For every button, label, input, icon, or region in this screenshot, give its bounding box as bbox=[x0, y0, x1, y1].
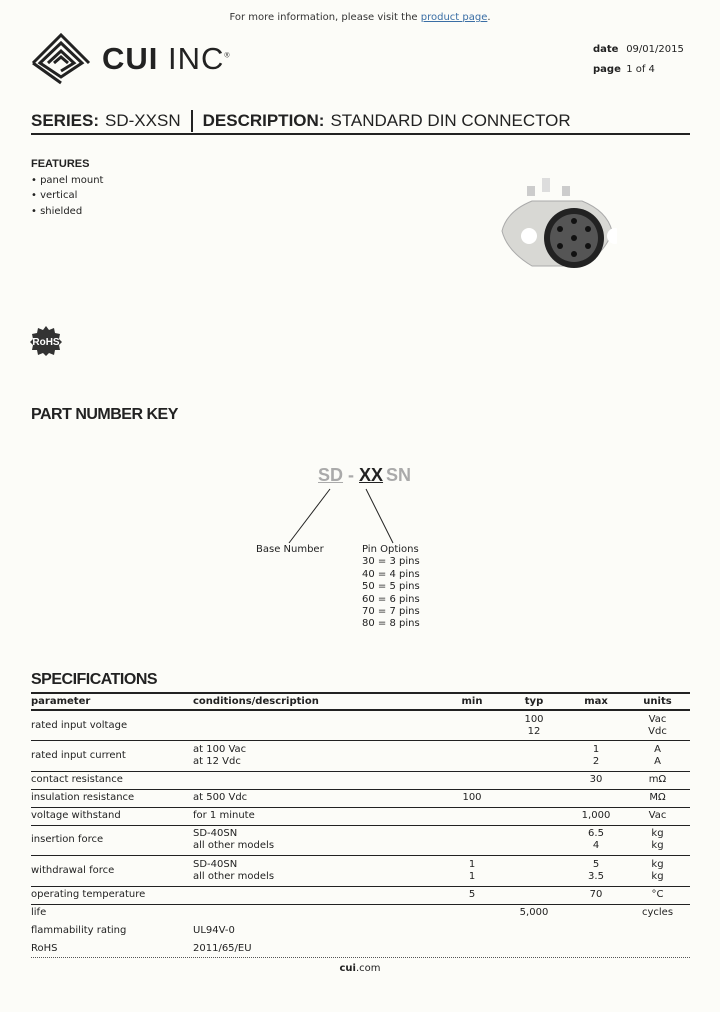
table-row bbox=[31, 904, 690, 922]
cell-min bbox=[443, 771, 501, 789]
feature-item: • vertical bbox=[31, 190, 78, 201]
table-row bbox=[31, 789, 690, 807]
cell-typ bbox=[501, 789, 567, 807]
footer bbox=[0, 963, 720, 974]
cell-typ bbox=[501, 940, 567, 958]
table-row bbox=[31, 741, 690, 772]
cell-conditions: 2011/65/EU bbox=[193, 943, 252, 954]
cell-max bbox=[567, 922, 625, 940]
description-value: STANDARD DIN CONNECTOR bbox=[330, 111, 571, 130]
table-row bbox=[31, 807, 690, 825]
cell-min: 100 bbox=[443, 789, 501, 807]
cell-parameter: operating temperature bbox=[31, 886, 193, 904]
table-row bbox=[31, 922, 690, 940]
cell-parameter: rated input current bbox=[31, 741, 193, 772]
cell-typ bbox=[501, 886, 567, 904]
cell-units: mΩ bbox=[625, 771, 690, 789]
cui-logo bbox=[30, 33, 231, 85]
cell-min: 1 1 bbox=[443, 856, 501, 887]
page-value: 1 of 4 bbox=[626, 64, 655, 75]
cell-units bbox=[625, 922, 690, 940]
cell-parameter: voltage withstand bbox=[31, 807, 193, 825]
cell-units: cycles bbox=[641, 907, 674, 919]
header-units: units bbox=[625, 693, 690, 710]
cell-units bbox=[625, 940, 690, 958]
date-value: 09/01/2015 bbox=[626, 44, 684, 55]
feature-item: • panel mount bbox=[31, 174, 104, 186]
product-page-link[interactable]: product page bbox=[420, 12, 488, 23]
header-parameter: parameter bbox=[31, 693, 193, 710]
specifications-table bbox=[31, 692, 690, 958]
cell-typ bbox=[501, 807, 567, 825]
pin-option: 80 = 8 pins bbox=[362, 618, 420, 630]
header-max: max bbox=[567, 693, 625, 710]
cell-max bbox=[567, 940, 625, 958]
cell-conditions: for 1 minute bbox=[193, 807, 443, 825]
cell-max bbox=[567, 904, 625, 922]
cell-min bbox=[443, 710, 501, 741]
pin-option: 60 = 6 pins bbox=[362, 593, 420, 605]
note-end: . bbox=[487, 12, 491, 23]
cell-parameter: insertion force bbox=[31, 825, 193, 856]
page-row bbox=[593, 64, 655, 75]
cell-typ bbox=[501, 856, 567, 887]
page-label: page bbox=[593, 64, 621, 75]
cell-min bbox=[443, 825, 501, 856]
cell-typ bbox=[501, 922, 567, 940]
part-number bbox=[318, 465, 411, 486]
cell-min bbox=[443, 904, 501, 922]
cell-conditions: at 100 Vac at 12 Vdc bbox=[193, 741, 443, 772]
series-label: SERIES: bbox=[31, 111, 100, 130]
part-number-key-heading: PART NUMBER KEY bbox=[31, 406, 178, 423]
cell-typ bbox=[501, 741, 567, 772]
cell-conditions bbox=[193, 904, 443, 922]
top-note bbox=[0, 12, 720, 23]
pin-option: 30 = 3 pins bbox=[362, 556, 420, 568]
note-text: For more information, please visit the bbox=[229, 12, 421, 23]
cell-parameter: life bbox=[31, 907, 47, 919]
table-row bbox=[31, 856, 690, 887]
base-number-label: Base Number bbox=[256, 544, 324, 555]
cell-max: 1 2 bbox=[567, 741, 625, 772]
cell-parameter: RoHS bbox=[31, 943, 58, 954]
pin-options bbox=[362, 544, 420, 631]
product-image bbox=[497, 176, 617, 276]
cell-units: Vac bbox=[625, 807, 690, 825]
table-row bbox=[31, 886, 690, 904]
table-row bbox=[31, 771, 690, 789]
cell-min bbox=[443, 741, 501, 772]
features-heading: FEATURES bbox=[31, 158, 90, 170]
cell-conditions bbox=[193, 710, 443, 741]
pn-suffix: SN bbox=[386, 465, 412, 485]
cell-conditions: SD-40SN all other models bbox=[193, 856, 443, 887]
pn-dash: - bbox=[343, 465, 360, 485]
logo-inc: INC bbox=[168, 41, 225, 76]
pin-option: 40 = 4 pins bbox=[362, 568, 420, 580]
pin-options-heading: Pin Options bbox=[362, 544, 419, 555]
cell-max: 6.5 4 bbox=[567, 825, 625, 856]
cell-min bbox=[443, 940, 501, 958]
cell-max bbox=[567, 710, 625, 741]
cell-min bbox=[443, 807, 501, 825]
header-min: min bbox=[443, 693, 501, 710]
header-conditions: conditions/description bbox=[193, 693, 443, 710]
series-value: SD-XXSN bbox=[105, 111, 181, 130]
cell-typ bbox=[501, 771, 567, 789]
cell-units: Vac Vdc bbox=[625, 710, 690, 741]
cell-units: MΩ bbox=[625, 789, 690, 807]
svg-text:RoHS: RoHS bbox=[32, 337, 60, 348]
cell-max: 30 bbox=[567, 771, 625, 789]
footer-cui: cui bbox=[339, 963, 356, 974]
table-row bbox=[31, 940, 690, 958]
cell-units: °C bbox=[625, 886, 690, 904]
cell-conditions: UL94V-0 bbox=[193, 925, 235, 936]
title-separator bbox=[191, 110, 193, 132]
cell-min bbox=[443, 922, 501, 940]
cell-typ: 5,000 bbox=[519, 907, 549, 919]
cell-parameter: rated input voltage bbox=[31, 710, 193, 741]
footer-com: .com bbox=[355, 963, 381, 974]
cell-parameter: contact resistance bbox=[31, 771, 193, 789]
features bbox=[31, 157, 103, 219]
cell-typ: 100 12 bbox=[501, 710, 567, 741]
table-row bbox=[31, 710, 690, 741]
cell-parameter: flammability rating bbox=[31, 925, 127, 936]
date-label: date bbox=[593, 44, 619, 55]
logo-mark: ® bbox=[224, 52, 231, 60]
cell-max: 70 bbox=[567, 886, 625, 904]
header-typ: typ bbox=[501, 693, 567, 710]
cell-max: 5 3.5 bbox=[567, 856, 625, 887]
cell-units: A A bbox=[625, 741, 690, 772]
cell-max: 1,000 bbox=[567, 807, 625, 825]
cell-min: 5 bbox=[443, 886, 501, 904]
title-rule bbox=[31, 133, 690, 135]
pin-option: 50 = 5 pins bbox=[362, 581, 420, 593]
cell-conditions bbox=[193, 886, 443, 904]
description-label: DESCRIPTION: bbox=[202, 111, 325, 130]
cell-typ bbox=[501, 825, 567, 856]
cell-units: kg kg bbox=[625, 825, 690, 856]
rohs-logo bbox=[29, 325, 63, 357]
cell-conditions: SD-40SN all other models bbox=[193, 825, 443, 856]
feature-item: • shielded bbox=[31, 205, 83, 217]
pn-pins: XX bbox=[359, 465, 384, 485]
date-row bbox=[593, 44, 684, 55]
cell-conditions bbox=[193, 771, 443, 789]
cell-parameter: insulation resistance bbox=[31, 789, 193, 807]
cell-max bbox=[567, 789, 625, 807]
title-bar bbox=[31, 110, 571, 132]
cell-conditions: at 500 Vdc bbox=[193, 789, 443, 807]
pn-base: SD bbox=[318, 465, 344, 485]
pin-option: 70 = 7 pins bbox=[362, 606, 420, 618]
cui-logo-mark-icon bbox=[30, 33, 92, 85]
logo-cui: CUI bbox=[102, 41, 159, 76]
cell-units: kg kg bbox=[625, 856, 690, 887]
table-row bbox=[31, 825, 690, 856]
footer-rule bbox=[31, 957, 690, 958]
cell-parameter: withdrawal force bbox=[31, 856, 193, 887]
key-lines bbox=[280, 488, 400, 548]
specifications-heading: SPECIFICATIONS bbox=[31, 671, 158, 688]
